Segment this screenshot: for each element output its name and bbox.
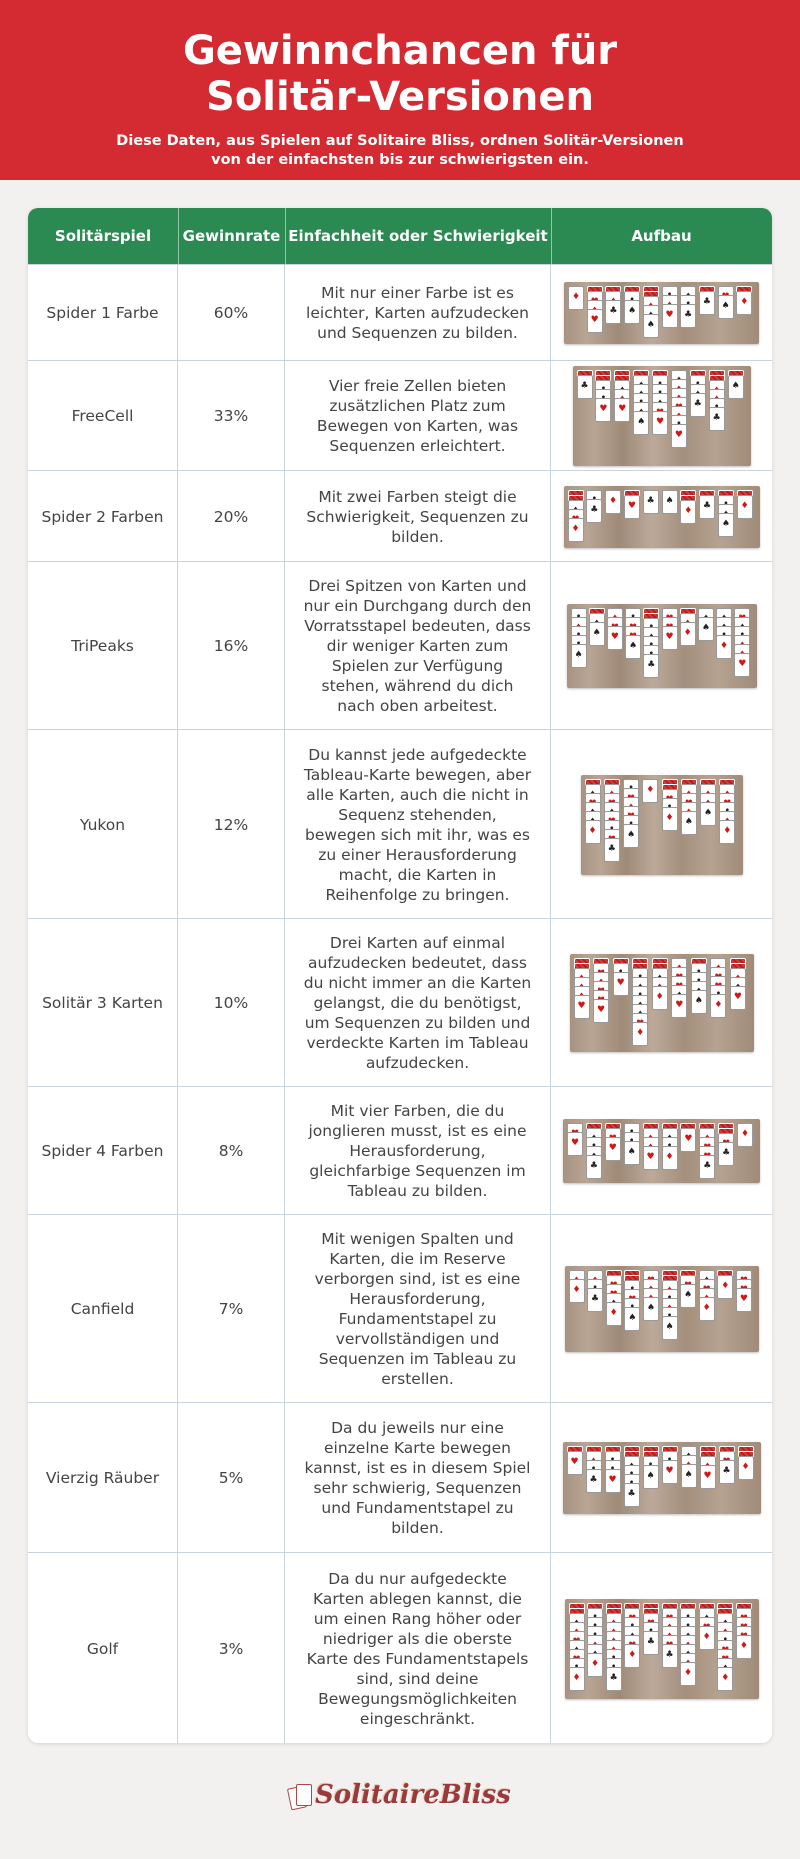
win-rate: 33% bbox=[178, 361, 285, 471]
win-rate: 8% bbox=[178, 1087, 285, 1215]
game-name: TriPeaks bbox=[28, 562, 178, 730]
card-face: ♦ bbox=[585, 820, 601, 844]
card-face: ♣ bbox=[662, 1644, 678, 1668]
card-face: ♣ bbox=[680, 304, 696, 328]
card-face: ♠ bbox=[700, 802, 716, 826]
card-face: ♣ bbox=[586, 1469, 602, 1493]
card-face: ♥ bbox=[593, 999, 609, 1023]
card-face: ♦ bbox=[605, 490, 621, 514]
card-face: ♠ bbox=[643, 1465, 659, 1489]
card-face: ♦ bbox=[632, 1022, 648, 1046]
difficulty-text: Vier freie Zellen bieten zusätzlichen Platz zum Bewegen von Karten, was Sequenzen erleichtert. bbox=[285, 361, 551, 471]
layout-image bbox=[581, 775, 743, 875]
card-face: ♦ bbox=[736, 291, 752, 315]
card-face: ♦ bbox=[699, 1626, 715, 1650]
layout-image bbox=[564, 486, 760, 548]
card-face: ♣ bbox=[606, 1667, 622, 1691]
win-rate: 20% bbox=[178, 471, 285, 562]
win-rate: 12% bbox=[178, 730, 285, 919]
card-face: ♥ bbox=[671, 424, 687, 448]
card-face: ♣ bbox=[604, 838, 620, 862]
win-rate: 60% bbox=[178, 265, 285, 361]
game-name: Yukon bbox=[28, 730, 178, 919]
card-face: ♦ bbox=[737, 1123, 753, 1147]
game-name: Spider 4 Farben bbox=[28, 1087, 178, 1215]
card-face: ♥ bbox=[671, 994, 687, 1018]
difficulty-text: Da du jeweils nur eine einzelne Karte bewegen kannst, ist es in diesem Spiel sehr schwierig, Sequenzen und Fundamentstapel zu bilden. bbox=[285, 1403, 551, 1553]
page-title bbox=[0, 0, 800, 120]
difficulty-text: Du kannst jede aufgedeckte Tableau-Karte bewegen, aber alle Karten, auch die nicht in Sequenz stehenden, bewegen sich mit ihr, was es zu einer Herausforderung macht, die Karten in Reihenfolge zu bringen. bbox=[285, 730, 551, 919]
card-face: ♥ bbox=[680, 1128, 696, 1152]
card-face: ♠ bbox=[728, 375, 744, 399]
layout-image bbox=[570, 954, 754, 1052]
title-line-2: Solitär-Versionen bbox=[206, 74, 594, 120]
card-face: ♥ bbox=[700, 1465, 716, 1489]
page-header bbox=[0, 0, 800, 180]
layout-cell bbox=[551, 1087, 772, 1215]
card-face: ♥ bbox=[605, 1137, 621, 1161]
win-rate: 10% bbox=[178, 919, 285, 1087]
table-row bbox=[28, 918, 772, 1087]
table-row bbox=[28, 264, 772, 361]
card-face: ♠ bbox=[718, 295, 734, 319]
card-face: ♠ bbox=[624, 300, 640, 324]
win-rate: 16% bbox=[178, 562, 285, 730]
table-row bbox=[28, 729, 772, 919]
card-face: ♦ bbox=[717, 1667, 733, 1691]
card-face: ♥ bbox=[614, 398, 630, 422]
layout-image bbox=[567, 604, 757, 688]
card-face: ♦ bbox=[699, 1297, 715, 1321]
header-rate: Gewinnrate bbox=[178, 208, 286, 264]
card-face: ♠ bbox=[589, 622, 605, 646]
card-face: ♦ bbox=[719, 820, 735, 844]
card-face: ♠ bbox=[662, 490, 678, 514]
layout-image bbox=[563, 1442, 761, 1514]
card-face: ♦ bbox=[587, 1653, 603, 1677]
card-face: ♣ bbox=[699, 495, 715, 519]
title-line-1: Gewinnchancen für bbox=[182, 28, 618, 74]
card-face: ♥ bbox=[574, 995, 590, 1019]
card-face: ♣ bbox=[699, 291, 715, 315]
logo-text: SolitaireBliss bbox=[315, 1780, 511, 1810]
difficulty-text: Mit wenigen Spalten und Karten, die im Reserve verborgen sind, ist es eine Herausforderung, Fundamentstapel zu vervollständigen und Sequenzen im Tableau zu erstellen. bbox=[285, 1215, 551, 1403]
card-face: ♣ bbox=[587, 1288, 603, 1312]
card-face: ♥ bbox=[736, 1288, 752, 1312]
layout-cell bbox=[551, 562, 772, 730]
card-face: ♣ bbox=[577, 375, 593, 399]
layout-cell bbox=[551, 1215, 772, 1403]
table-header bbox=[28, 208, 772, 264]
difficulty-text: Mit zwei Farben steigt die Schwierigkeit, Sequenzen zu bilden. bbox=[285, 471, 551, 562]
card-face: ♠ bbox=[624, 1307, 640, 1331]
card-face: ♦ bbox=[624, 1644, 640, 1668]
card-face: ♥ bbox=[734, 653, 750, 677]
card-face: ♦ bbox=[662, 807, 678, 831]
card-face: ♦ bbox=[569, 1279, 585, 1303]
card-face: ♦ bbox=[569, 1667, 585, 1691]
card-face: ♥ bbox=[567, 1132, 583, 1156]
layout-cell bbox=[551, 730, 772, 919]
layout-cell bbox=[551, 1403, 772, 1553]
card-face: ♠ bbox=[633, 411, 649, 435]
difficulty-text: Mit nur einer Farbe ist es leichter, Karten aufzudecken und Sequenzen zu bilden. bbox=[285, 265, 551, 361]
card-face: ♦ bbox=[568, 286, 584, 310]
card-face: ♥ bbox=[613, 972, 629, 996]
layout-cell bbox=[551, 1553, 772, 1743]
card-face: ♠ bbox=[698, 617, 714, 641]
card-face: ♣ bbox=[699, 1155, 715, 1179]
game-name: Spider 1 Farbe bbox=[28, 265, 178, 361]
card-face: ♣ bbox=[643, 654, 659, 678]
card-face: ♥ bbox=[624, 495, 640, 519]
card-face: ♦ bbox=[680, 1662, 696, 1686]
difficulty-text: Drei Spitzen von Karten und nur ein Durchgang durch den Vorratsstapel bedeuten, dass dir weniger Karten zum Spielen zur Verfügung stehen, während du dich nach oben arbeitest. bbox=[285, 562, 551, 730]
card-face: ♦ bbox=[642, 779, 658, 803]
card-face: ♣ bbox=[624, 1483, 640, 1507]
subtitle-line-1: Diese Daten, aus Spielen auf Solitaire Bliss, ordnen Solitär-Versionen bbox=[116, 133, 684, 149]
layout-image bbox=[565, 1599, 759, 1699]
card-face: ♦ bbox=[568, 518, 584, 542]
card-face: ♥ bbox=[652, 411, 668, 435]
card-face: ♦ bbox=[738, 1456, 754, 1480]
card-face: ♥ bbox=[587, 309, 603, 333]
card-face: ♣ bbox=[643, 490, 659, 514]
table-row bbox=[28, 470, 772, 562]
header-layout: Aufbau bbox=[631, 227, 692, 245]
card-face: ♥ bbox=[662, 1460, 678, 1484]
card-face: ♥ bbox=[662, 626, 678, 650]
table-row bbox=[28, 1402, 772, 1553]
card-face: ♠ bbox=[681, 811, 697, 835]
card-face: ♣ bbox=[605, 300, 621, 324]
layout-image bbox=[563, 1119, 760, 1183]
table-row bbox=[28, 360, 772, 471]
card-face: ♥ bbox=[662, 304, 678, 328]
card-face: ♦ bbox=[710, 994, 726, 1018]
card-face: ♥ bbox=[567, 1451, 583, 1475]
card-face: ♣ bbox=[586, 1155, 602, 1179]
layout-cell bbox=[551, 919, 772, 1087]
win-rate: 7% bbox=[178, 1215, 285, 1403]
layout-image bbox=[573, 366, 751, 466]
card-face: ♣ bbox=[643, 1631, 659, 1655]
layout-cell bbox=[551, 361, 772, 471]
card-face: ♣ bbox=[709, 407, 725, 431]
card-face: ♦ bbox=[652, 986, 668, 1010]
layout-image bbox=[564, 282, 759, 344]
difficulty-text: Da du nur aufgedeckte Karten ablegen kannst, die um einen Rang höher oder niedriger als die oberste Karte des Fundamentstapels sind, sind deine Bewegungsmöglichkeiten eingeschränkt. bbox=[285, 1553, 551, 1743]
card-face: ♦ bbox=[717, 1275, 733, 1299]
game-name: Golf bbox=[28, 1553, 178, 1743]
layout-cell bbox=[551, 471, 772, 562]
card-face: ♥ bbox=[605, 1469, 621, 1493]
cards-icon bbox=[289, 1781, 311, 1809]
card-face: ♥ bbox=[607, 626, 623, 650]
win-rate: 5% bbox=[178, 1403, 285, 1553]
card-face: ♠ bbox=[662, 1316, 678, 1340]
card-face: ♦ bbox=[737, 495, 753, 519]
card-face: ♦ bbox=[680, 500, 696, 524]
card-face: ♦ bbox=[662, 1146, 678, 1170]
game-name: FreeCell bbox=[28, 361, 178, 471]
layout-cell bbox=[551, 265, 772, 361]
header-difficulty: Einfachheit oder Schwierigkeit bbox=[285, 208, 552, 264]
difficulty-text: Drei Karten auf einmal aufzudecken bedeutet, dass du nicht immer an die Karten gelangst, die du benötigst, um Sequenzen zu bilden und verdeckte Karten im Tableau aufzudecken. bbox=[285, 919, 551, 1087]
card-face: ♦ bbox=[606, 1302, 622, 1326]
difficulty-text: Mit vier Farben, die du jonglieren musst, ist es eine Herausforderung, gleichfarbige Sequenzen im Tableau zu bilden. bbox=[285, 1087, 551, 1215]
win-rate-table bbox=[28, 208, 772, 1743]
game-name: Spider 2 Farben bbox=[28, 471, 178, 562]
game-name: Canfield bbox=[28, 1215, 178, 1403]
card-face: ♠ bbox=[643, 1297, 659, 1321]
card-face: ♠ bbox=[625, 635, 641, 659]
table-row bbox=[28, 561, 772, 730]
card-face: ♣ bbox=[690, 393, 706, 417]
card-face: ♣ bbox=[719, 1460, 735, 1484]
subtitle-line-2: von der einfachsten bis zur schwierigsten ein. bbox=[211, 152, 589, 168]
card-face: ♦ bbox=[736, 1635, 752, 1659]
card-face: ♥ bbox=[643, 1146, 659, 1170]
card-face: ♦ bbox=[716, 635, 732, 659]
card-face: ♥ bbox=[595, 398, 611, 422]
table-row bbox=[28, 1552, 772, 1743]
card-face: ♣ bbox=[586, 499, 602, 523]
card-face: ♦ bbox=[680, 622, 696, 646]
card-face: ♠ bbox=[624, 1141, 640, 1165]
layout-image bbox=[565, 1266, 759, 1352]
card-face: ♠ bbox=[681, 1464, 697, 1488]
page-subtitle bbox=[0, 132, 800, 170]
solitaire-bliss-logo bbox=[289, 1780, 511, 1810]
table-row bbox=[28, 1086, 772, 1215]
table-row bbox=[28, 1214, 772, 1403]
card-face: ♠ bbox=[718, 513, 734, 537]
card-face: ♠ bbox=[691, 990, 707, 1014]
game-name: Vierzig Räuber bbox=[28, 1403, 178, 1553]
header-game: Solitärspiel bbox=[28, 208, 179, 264]
card-face: ♣ bbox=[718, 1142, 734, 1166]
card-face: ♠ bbox=[643, 314, 659, 338]
card-face: ♠ bbox=[571, 644, 587, 668]
card-face: ♠ bbox=[623, 824, 639, 848]
footer bbox=[0, 1775, 800, 1815]
card-face: ♥ bbox=[730, 986, 746, 1010]
win-rate: 3% bbox=[178, 1553, 285, 1743]
card-face: ♠ bbox=[680, 1284, 696, 1308]
game-name: Solitär 3 Karten bbox=[28, 919, 178, 1087]
